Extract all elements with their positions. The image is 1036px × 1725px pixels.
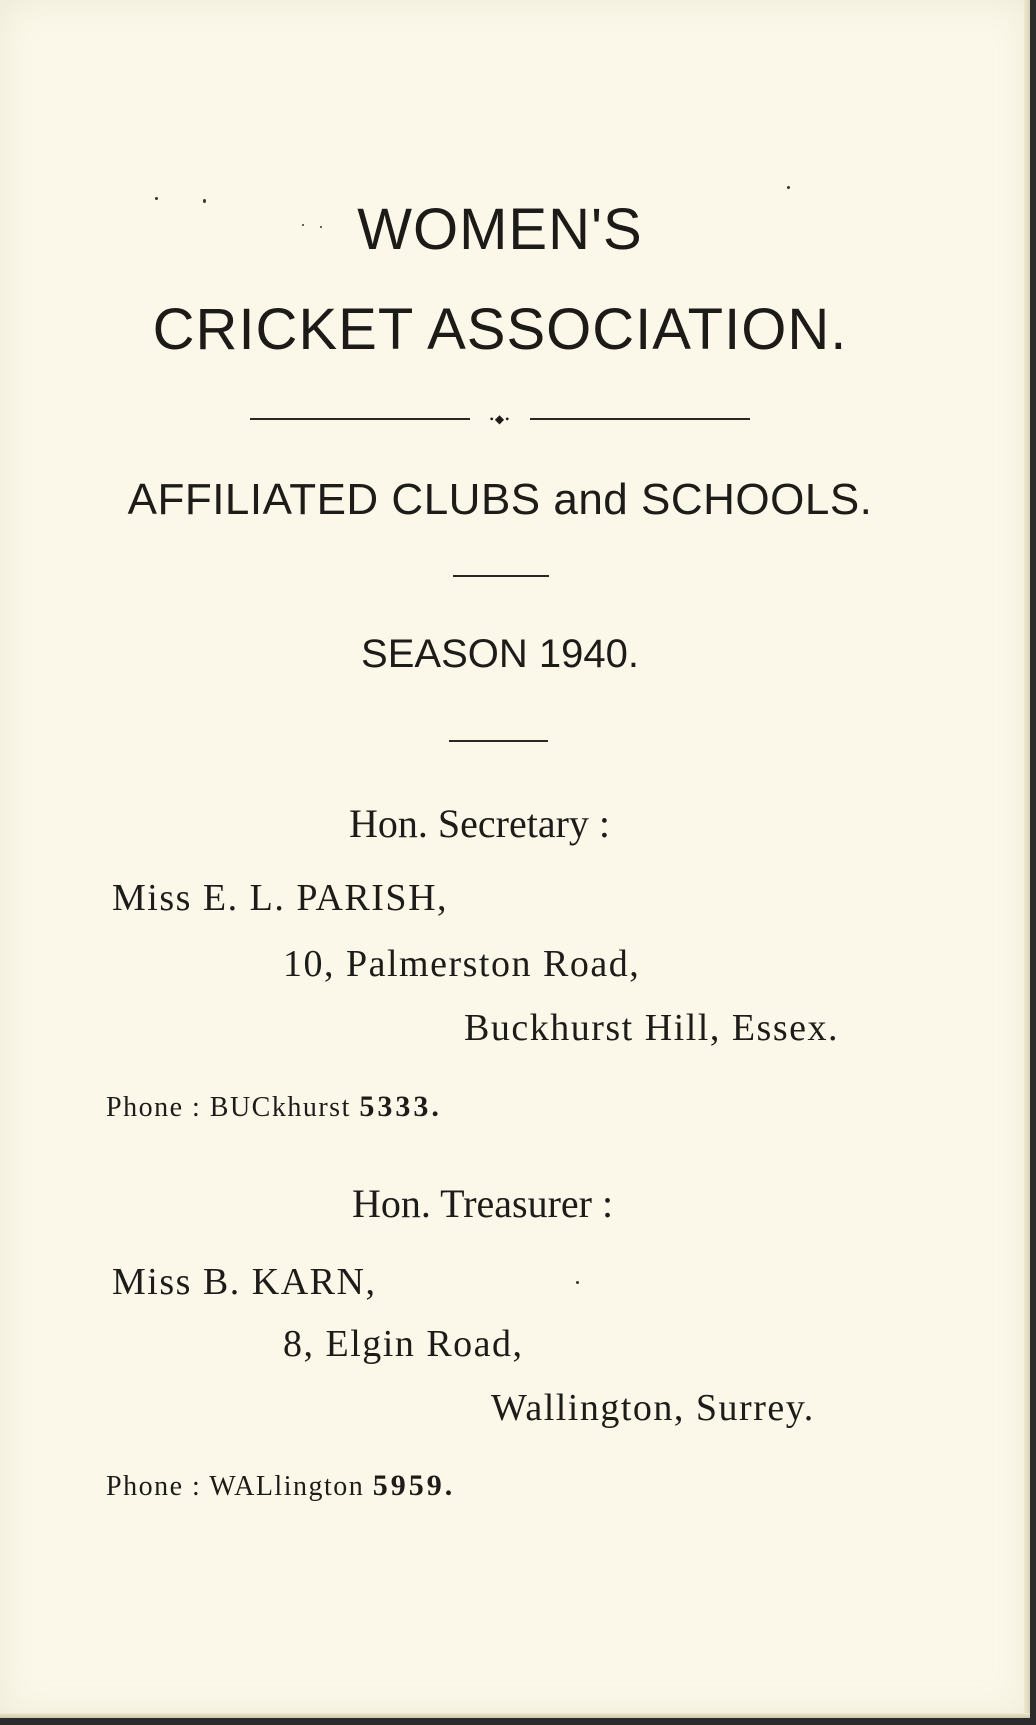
secretary-name: Miss E. L. PARISH,: [112, 877, 449, 919]
season-label: SEASON 1940.: [361, 632, 639, 676]
title-line-2: CRICKET ASSOCIATION.: [152, 297, 848, 362]
speck: [576, 1281, 579, 1284]
treasurer-address-line-2: Wallington, Surrey.: [491, 1387, 815, 1429]
treasurer-heading: Hon. Treasurer :: [352, 1181, 614, 1226]
ornamental-divider: [250, 412, 750, 426]
secretary-heading: Hon. Secretary :: [349, 801, 611, 846]
secretary-address-line-1: 10, Palmerston Road,: [283, 943, 641, 985]
secretary-phone: [106, 1090, 442, 1124]
page-edge-bottom: [0, 1713, 1030, 1718]
divider-line-left: [250, 418, 470, 420]
short-divider: [453, 575, 549, 577]
secretary-phone-number: 5333.: [359, 1090, 442, 1123]
divider-line-right: [530, 418, 750, 420]
page-edge-right: [1024, 0, 1030, 1718]
short-divider: [449, 740, 548, 742]
treasurer-phone: [106, 1469, 455, 1503]
treasurer-name: Miss B. KARN,: [112, 1261, 377, 1303]
secretary-phone-label: Phone : BUCkhurst: [106, 1092, 351, 1123]
speck: [787, 186, 790, 189]
treasurer-address-line-1: 8, Elgin Road,: [283, 1323, 524, 1365]
title-line-1: WOMEN'S: [357, 197, 643, 262]
treasurer-phone-number: 5959.: [372, 1469, 456, 1502]
secretary-address-line-2: Buckhurst Hill, Essex.: [464, 1007, 839, 1049]
subtitle: AFFILIATED CLUBS and SCHOOLS.: [127, 475, 873, 524]
divider-ornament: •◆•: [489, 412, 511, 426]
treasurer-phone-label: Phone : WALlington: [106, 1471, 365, 1502]
